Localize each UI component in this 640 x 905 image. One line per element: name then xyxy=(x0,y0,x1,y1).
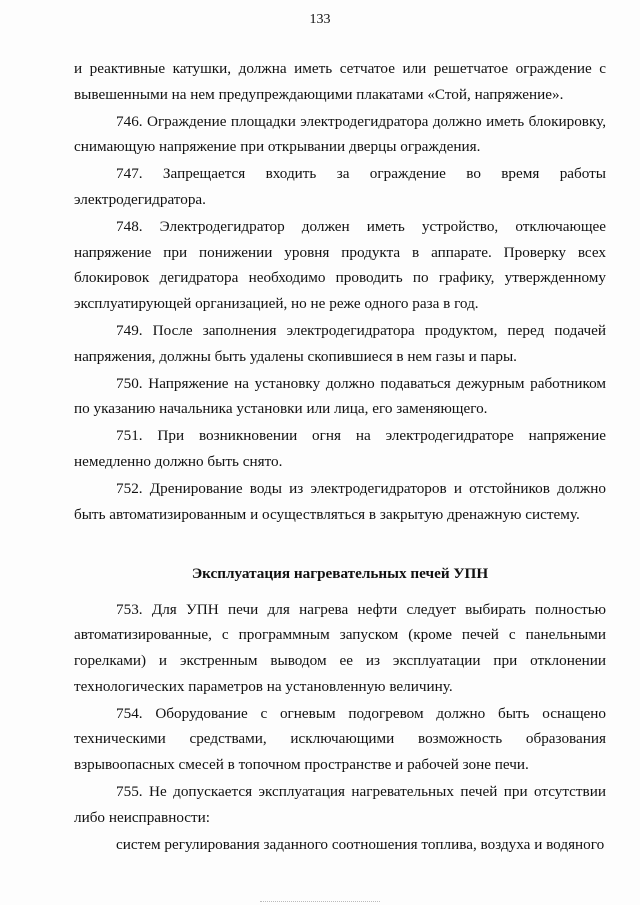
paragraph-755-item: систем регулирования заданного соотношения топлива, воздуха и водяного xyxy=(116,835,605,853)
paragraph-748: 748. Электродегидратор должен иметь устройство, отключающее напряжение при понижении уровня продукта в аппарате. Проверку всех блокировок дегидратора необходимо проводить по графику, утвержденному эксплуатирующей организацией, но не реже одного раза в год. xyxy=(74,218,606,312)
paragraph-747: 747. Запрещается входить за ограждение во время работы электродегидратора. xyxy=(74,165,606,208)
paragraph-750: 750. Напряжение на установку должно подаваться дежурным работником по указанию начальника установки или лица, его заменяющего. xyxy=(74,374,606,418)
paragraph-746: 746. Ограждение площадки электродегидратора должно иметь блокировку, снимающую напряжение при открывании дверцы ограждения. xyxy=(74,112,606,156)
paragraph-749: 749. После заполнения электродегидратора продуктом, перед подачей напряжения, должны быть удалены скопившиеся в нем газы и пары. xyxy=(74,321,606,365)
scan-artifact xyxy=(260,901,380,903)
paragraph-754: 754. Оборудование с огневым подогревом должно быть оснащено техническими средствами, исключающими возможность образования взрывоопасных смесей в топочном пространстве и рабочей зоне печи. xyxy=(74,704,606,773)
paragraph-continuation: и реактивные катушки, должна иметь сетчатое или решетчатое ограждение с вывешенными на нем предупреждающими плакатами «Стой, напряжение». xyxy=(74,60,606,103)
document-body xyxy=(74,56,606,859)
paragraph-751: 751. При возникновении огня на электродегидраторе напряжение немедленно должно быть снято. xyxy=(74,427,606,470)
section-heading: Эксплуатация нагревательных печей УПН xyxy=(191,565,489,583)
paragraph-755: 755. Не допускается эксплуатация нагревательных печей при отсутствии либо неисправности: xyxy=(74,782,606,826)
paragraph-752: 752. Дренирование воды из электродегидраторов и отстойников должно быть автоматизированным и осуществляться в закрытую дренажную систему. xyxy=(74,480,606,523)
paragraph-753: 753. Для УПН печи для нагрева нефти следует выбирать полностью автоматизированные, с программным запуском (кроме печей с панельными горелками) и экстренным выводом ее из эксплуатации при отклонении технологических параметров на установленную величину. xyxy=(74,600,606,695)
page-number: 133 xyxy=(309,12,331,27)
